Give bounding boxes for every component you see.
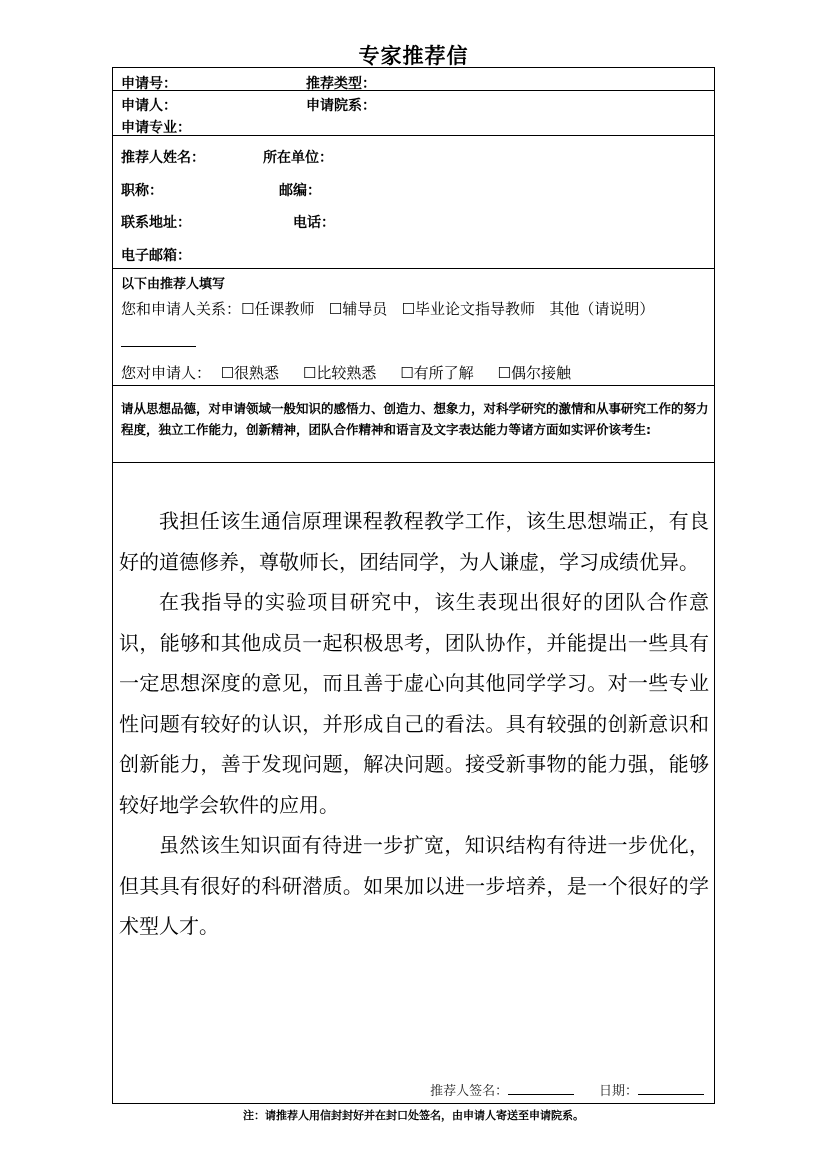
evaluation-instructions: 请从思想品德，对申请领域一般知识的感悟力、创造力、想象力，对科学研究的激情和从事研究工作的努力程度，独立工作能力，创新精神，团队合作精神和语言及文字表达能力等诸方面如实评价该考生:: [121, 401, 709, 437]
divider: [113, 268, 714, 269]
divider: [113, 462, 714, 463]
signature-blank[interactable]: [508, 1093, 574, 1095]
date-label: 日期：: [598, 1084, 638, 1099]
other-relation-blank[interactable]: [121, 345, 196, 347]
recommender-phone-label: 电话：: [293, 215, 335, 231]
signer-label: 推荐人签名：: [430, 1084, 509, 1099]
familiarity-option: 偶尔接触: [510, 364, 571, 382]
recommend-type-label: 推荐类型：: [306, 76, 376, 92]
recommender-address-label: 联系地址：: [121, 215, 191, 231]
relation-option: 任课教师: [254, 300, 315, 318]
divider: [113, 90, 714, 91]
divider: [113, 385, 714, 386]
relation-question: 您和申请人关系：: [121, 300, 242, 318]
application-number-label: 申请号：: [121, 76, 177, 92]
checkbox-icon[interactable]: ☐: [241, 300, 255, 318]
familiarity-row: [121, 362, 571, 383]
divider: [113, 135, 714, 136]
letter-paragraph: 在我指导的实验项目研究中，该生表现出很好的团队合作意识，能够和其他成员一起积极思考，团队协作，并能提出一些具有一定思想深度的意见，而且善于虚心向其他同学学习。对一些专业性问题有较好的认识，并形成自己的看法。具有较强的创新意识和创新能力，善于发现问题，解决问题。接受新事物的能力强，能够较好地学会软件的应用。: [119, 590, 709, 817]
relation-option: 辅导员: [342, 300, 388, 318]
checkbox-icon[interactable]: ☐: [401, 300, 416, 318]
relation-other: 其他（请说明）: [549, 300, 655, 318]
relation-option: 毕业论文指导教师: [415, 300, 536, 318]
checkbox-icon[interactable]: ☐: [328, 300, 343, 318]
date-blank[interactable]: [638, 1093, 704, 1095]
recommender-fill-heading: 以下由推荐人填写: [121, 277, 226, 292]
recommendation-form: [112, 67, 715, 1104]
applicant-major-label: 申请专业：: [121, 120, 191, 136]
checkbox-icon[interactable]: ☐: [400, 364, 414, 382]
letter-paragraph: 我担任该生通信原理课程教程教学工作，该生思想端正，有良好的道德修养，尊敬师长，团结同学，为人谦虚，学习成绩优异。: [119, 509, 709, 574]
familiarity-question: 您对申请人：: [121, 364, 212, 382]
checkbox-icon[interactable]: ☐: [220, 364, 235, 382]
checkbox-icon[interactable]: ☐: [497, 364, 511, 382]
familiarity-option: 比较熟悉: [316, 364, 377, 382]
recommender-postcode-label: 邮编：: [279, 183, 321, 199]
recommender-title-label: 职称：: [121, 183, 163, 199]
letter-paragraph: 虽然该生知识面有待进一步扩宽，知识结构有待进一步优化，但其具有很好的科研潜质。如果加以进一步培养，是一个很好的学术型人才。: [119, 833, 709, 938]
recommender-email-label: 电子邮箱：: [121, 248, 191, 264]
footnote: 注：请推荐人用信封封好并在封口处签名，由申请人寄送至申请院系。: [243, 1109, 584, 1122]
signature-row: [430, 1080, 704, 1099]
checkbox-icon[interactable]: ☐: [302, 364, 317, 382]
applicant-dept-label: 申请院系：: [306, 98, 376, 114]
letter-body: [119, 501, 709, 947]
page-title: 专家推荐信: [358, 44, 469, 68]
familiarity-option: 有所了解: [413, 364, 474, 382]
recommender-name-label: 推荐人姓名：: [121, 150, 205, 166]
recommender-unit-label: 所在单位：: [263, 150, 333, 166]
relation-row: [121, 298, 654, 319]
familiarity-option: 很熟悉: [234, 364, 280, 382]
applicant-name-label: 申请人：: [121, 98, 177, 114]
